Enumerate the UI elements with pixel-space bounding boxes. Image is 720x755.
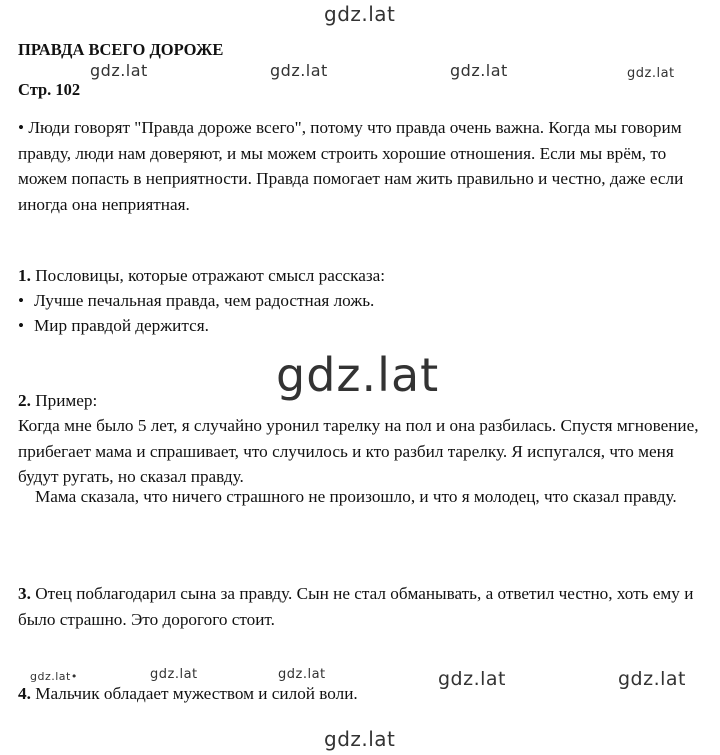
example-paragraph: Когда мне было 5 лет, я случайно уронил тарелку на пол и она разбилась. Спустя мгновение, прибегает мама и спрашивает, что случилось и кто разбил тарелку. Я испугался, что меня будут ругать, но сказал правду. <box>18 416 699 486</box>
section-4-paragraph <box>18 681 710 707</box>
watermark: gdz.lat <box>278 667 326 682</box>
section-heading-text: Пословицы, которые отражают смысл рассказа: <box>35 266 386 285</box>
section-heading-text: Пример: <box>35 391 98 410</box>
intro-paragraph <box>18 115 710 217</box>
bullet-marker: • <box>18 316 25 335</box>
section-number: 2. <box>18 391 31 410</box>
section-3-paragraph <box>18 581 710 632</box>
section-2-heading <box>18 388 710 414</box>
watermark: gdz.lat <box>270 61 328 80</box>
bullet-marker: • <box>18 291 25 310</box>
watermark-center: gdz.lat <box>276 348 440 402</box>
watermark: gdz.lat <box>438 668 507 690</box>
watermark: gdz.lat <box>150 667 198 682</box>
watermark: gdz.lat <box>627 66 675 81</box>
section-1-heading <box>18 263 710 289</box>
intro-text: Люди говорят "Правда дороже всего", потому что правда очень важна. Когда мы говорим правду, люди нам доверяют, и мы можем строить хорошие отношения. Если мы врём, то можем попасть в неприятности. Правда помогает нам жить правильно и честно, даже если иногда она неприятная. <box>18 118 684 214</box>
example-paragraph-continued: Мама сказала, что ничего страшного не произошло, и что я молодец, что сказал правду. <box>35 487 677 506</box>
watermark: gdz.lat <box>90 61 148 80</box>
section-number: 3. <box>18 584 31 603</box>
proverb-text: Лучше печальная правда, чем радостная ложь. <box>34 291 375 310</box>
watermark: gdz.lat• <box>30 670 78 683</box>
watermark: gdz.lat <box>618 668 687 690</box>
watermark-bottom: gdz.lat <box>324 727 396 751</box>
watermark-top: gdz.lat <box>324 2 396 26</box>
section-text: Мальчик обладает мужеством и силой воли. <box>35 684 358 703</box>
page-reference: Стр. 102 <box>18 80 81 99</box>
bullet-marker: • <box>18 118 25 137</box>
proverb-item <box>18 288 374 314</box>
proverb-item <box>18 313 209 339</box>
document-title: ПРАВДА ВСЕГО ДОРОЖЕ <box>18 40 224 59</box>
proverb-text: Мир правдой держится. <box>34 316 209 335</box>
section-number: 4. <box>18 684 31 703</box>
section-text: Отец поблагодарил сына за правду. Сын не стал обманывать, а ответил честно, хоть ему и было страшно. Это дорогого стоит. <box>18 584 694 629</box>
section-number: 1. <box>18 266 31 285</box>
watermark: gdz.lat <box>450 61 508 80</box>
